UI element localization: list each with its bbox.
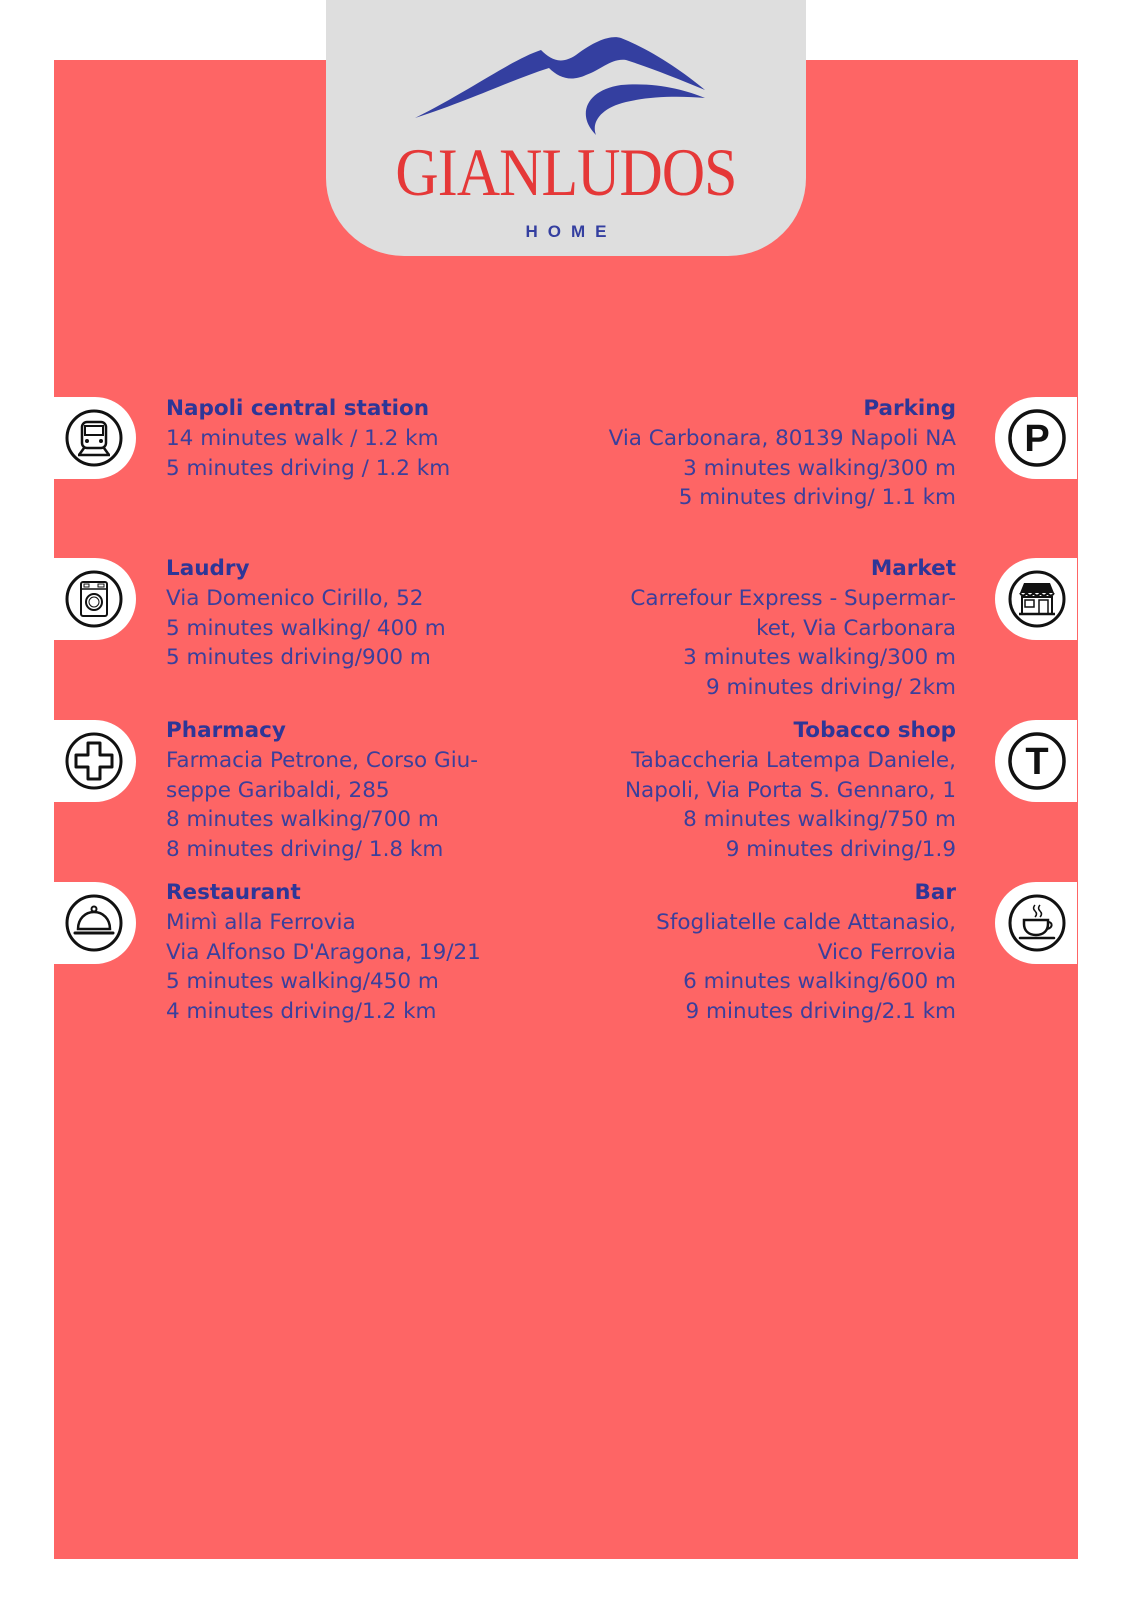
pharmacy-line: 8 minutes driving/ 1.8 km [166, 837, 444, 863]
market-line: ket, Via Carbonara [756, 615, 956, 641]
parking-line: 5 minutes driving/ 1.1 km [678, 485, 956, 511]
bar-title: Bar [914, 880, 956, 905]
restaurant-icon-tab [54, 882, 136, 964]
market-line: Carrefour Express - Supermar- [630, 585, 956, 611]
tobacco-line: 8 minutes walking/750 m [683, 807, 956, 833]
tobacco-letter: T [1025, 741, 1049, 783]
tobacco-shop-icon [1007, 731, 1067, 791]
bar-icon-tab [995, 882, 1077, 964]
pharmacy-title: Pharmacy [166, 718, 286, 743]
washing-machine-icon-tab [54, 558, 136, 640]
info-restaurant [166, 878, 556, 1027]
tobacco-line: 9 minutes driving/1.9 [725, 837, 956, 863]
info-tobacco [566, 716, 956, 865]
brand-name: GIANLUDOS [395, 134, 737, 210]
parking-letter: P [1024, 418, 1050, 460]
tobacco-line: Napoli, Via Porta S. Gennaro, 1 [624, 777, 956, 803]
market-title: Market [870, 556, 956, 581]
pharmacy-line: seppe Garibaldi, 285 [166, 777, 390, 803]
brand-subtitle: HOME [525, 222, 617, 241]
laundry-line: Via Domenico Cirillo, 52 [166, 585, 424, 611]
pharmacy-cross-icon [64, 731, 124, 791]
restaurant-cloche-icon [64, 893, 124, 953]
parking-icon [1007, 408, 1067, 468]
bar-line: Sfogliatelle calde Attanasio, [656, 909, 956, 935]
washing-machine-icon [64, 569, 124, 629]
laundry-line: 5 minutes driving/900 m [166, 645, 431, 671]
parking-line: Via Carbonara, 80139 Napoli NA [608, 425, 956, 451]
market-storefront-icon [1007, 569, 1067, 629]
pharmacy-icon-tab [54, 720, 136, 802]
restaurant-title: Restaurant [166, 880, 301, 905]
restaurant-line: 4 minutes driving/1.2 km [166, 999, 437, 1025]
parking-line: 3 minutes walking/300 m [683, 455, 956, 481]
bar-line: Vico Ferrovia [817, 939, 956, 965]
station-line: 14 minutes walk / 1.2 km [166, 425, 439, 451]
market-line: 3 minutes walking/300 m [683, 645, 956, 671]
info-pharmacy [166, 716, 556, 865]
train-icon-tab [54, 397, 136, 479]
logo-header [326, 0, 806, 256]
tobacco-icon-tab [995, 720, 1077, 802]
info-laundry [166, 554, 556, 673]
mountain-logo-icon [411, 30, 711, 145]
laundry-line: 5 minutes walking/ 400 m [166, 615, 446, 641]
coffee-cup-icon [1007, 893, 1067, 953]
tobacco-line: Tabaccheria Latempa Daniele, [631, 747, 956, 773]
bar-line: 6 minutes walking/600 m [683, 969, 956, 995]
restaurant-line: Mimì alla Ferrovia [166, 909, 356, 935]
laundry-title: Laudry [166, 556, 250, 581]
info-parking [566, 394, 956, 513]
market-line: 9 minutes driving/ 2km [706, 675, 956, 701]
info-station [166, 394, 556, 483]
tobacco-title: Tobacco shop [793, 718, 956, 743]
train-icon [64, 408, 124, 468]
station-line: 5 minutes driving / 1.2 km [166, 455, 451, 481]
pharmacy-line: Farmacia Petrone, Corso Giu- [166, 747, 479, 773]
info-bar [566, 878, 956, 1027]
pharmacy-line: 8 minutes walking/700 m [166, 807, 439, 833]
station-title: Napoli central station [166, 396, 430, 421]
restaurant-line: 5 minutes walking/450 m [166, 969, 439, 995]
restaurant-line: Via Alfonso D'Aragona, 19/21 [166, 939, 481, 965]
market-icon-tab [995, 558, 1077, 640]
parking-title: Parking [863, 396, 956, 421]
bar-line: 9 minutes driving/2.1 km [685, 999, 956, 1025]
info-market [566, 554, 956, 703]
parking-icon-tab [995, 397, 1077, 479]
